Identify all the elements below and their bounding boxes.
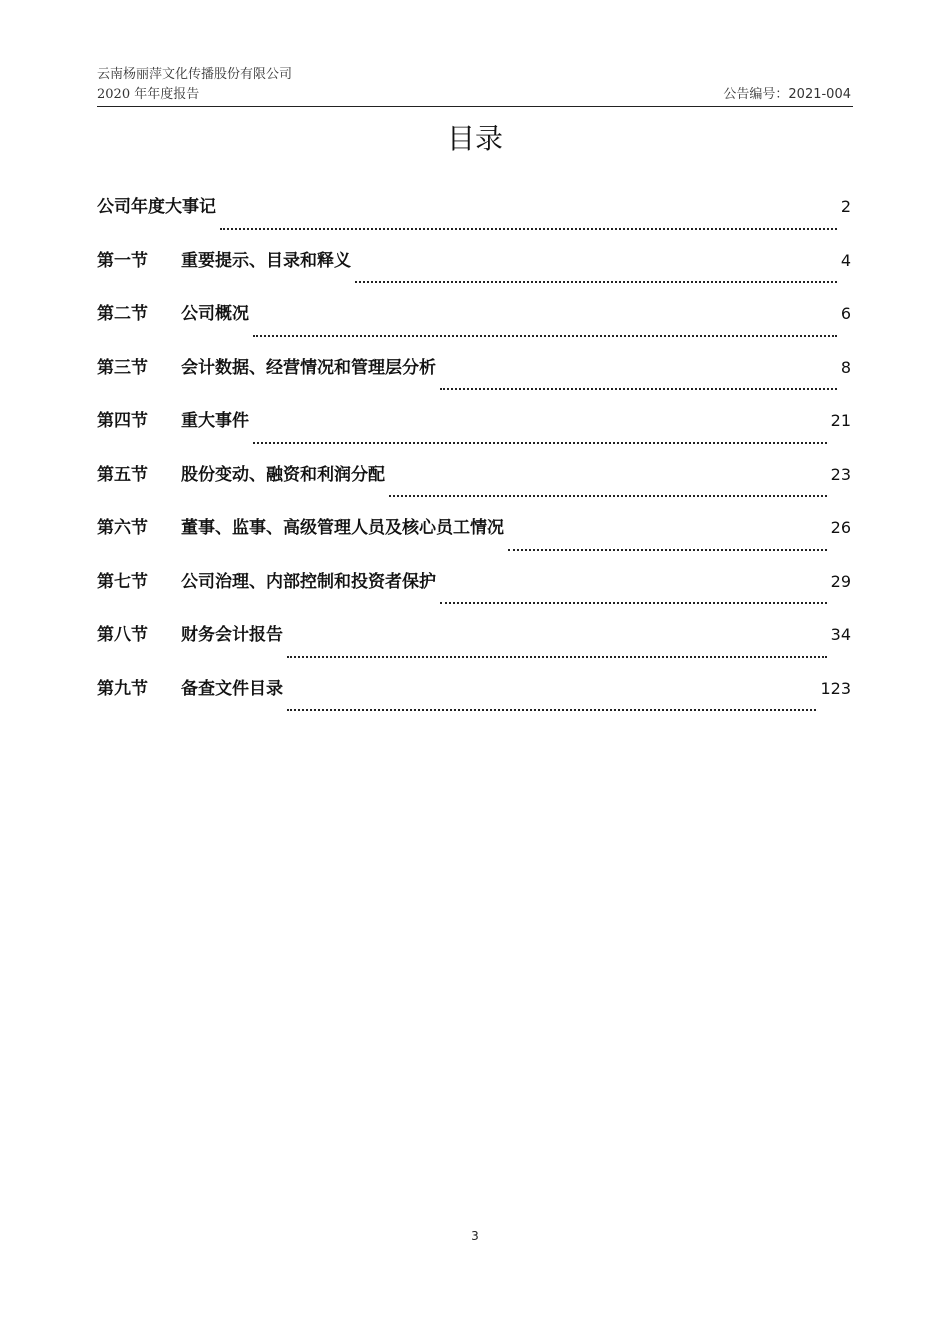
- toc-page-number: 6: [840, 304, 851, 323]
- toc-page-number: 2: [840, 197, 851, 216]
- toc-row-chronicle[interactable]: [97, 192, 851, 246]
- dot-leader: [389, 481, 827, 497]
- toc-title: 股份变动、融资和利润分配: [181, 464, 385, 485]
- dot-leader: [253, 321, 837, 337]
- toc-page-number: 21: [830, 411, 851, 430]
- toc-page-number: 4: [840, 250, 851, 270]
- toc-row-section-1[interactable]: [97, 246, 851, 300]
- page-header: [97, 66, 853, 107]
- dot-leader: [355, 267, 837, 283]
- table-of-contents: [97, 192, 851, 727]
- toc-page-number: 34: [830, 625, 851, 644]
- toc-title: 重要提示、目录和释义: [181, 250, 351, 271]
- toc-row-section-4[interactable]: [97, 406, 851, 460]
- dot-leader: [220, 214, 837, 230]
- toc-row-section-9[interactable]: [97, 674, 851, 728]
- toc-title: 公司概况: [181, 304, 249, 324]
- dot-leader: [508, 535, 827, 551]
- toc-title: 董事、监事、高级管理人员及核心员工情况: [181, 518, 504, 538]
- dot-leader: [287, 642, 827, 658]
- dot-leader: [287, 695, 816, 711]
- toc-page-number: 23: [830, 464, 851, 484]
- toc-page-number: 123: [820, 678, 851, 698]
- toc-title: 会计数据、经营情况和管理层分析: [181, 357, 436, 378]
- toc-title: 重大事件: [181, 411, 249, 431]
- toc-title: 财务会计报告: [181, 625, 283, 645]
- toc-title: 公司治理、内部控制和投资者保护: [181, 571, 436, 592]
- toc-row-section-5[interactable]: [97, 460, 851, 514]
- toc-chapter: 第五节: [97, 464, 148, 485]
- footer-page-number: 3: [471, 1229, 479, 1243]
- toc-chapter: 第七节: [97, 571, 148, 592]
- dot-leader: [253, 428, 827, 444]
- toc-chapter: 第二节: [97, 304, 148, 324]
- toc-row-section-3[interactable]: [97, 353, 851, 407]
- toc-chapter: 第四节: [97, 411, 148, 431]
- toc-row-section-7[interactable]: [97, 567, 851, 621]
- page-title: 目录: [446, 122, 503, 155]
- dot-leader: [440, 374, 837, 390]
- toc-row-section-2[interactable]: [97, 299, 851, 353]
- toc-chapter: 第九节: [97, 678, 148, 699]
- toc-chapter: 第三节: [97, 357, 148, 378]
- company-name: 云南杨丽萍文化传播股份有限公司: [97, 67, 293, 82]
- toc-page-number: 26: [830, 518, 851, 537]
- report-title: 2020 年年度报告: [97, 87, 200, 102]
- toc-chapter: 第八节: [97, 625, 148, 645]
- toc-page-number: 8: [840, 357, 851, 377]
- toc-title: 备查文件目录: [181, 678, 283, 699]
- toc-title: 公司年度大事记: [97, 197, 216, 217]
- dot-leader: [440, 588, 827, 604]
- toc-chapter: 第六节: [97, 518, 148, 538]
- toc-page-number: 29: [830, 571, 851, 591]
- toc-row-section-8[interactable]: [97, 620, 851, 674]
- toc-chapter: 第一节: [97, 250, 148, 271]
- announcement-number: 公告编号：2021-004: [723, 87, 851, 102]
- toc-row-section-6[interactable]: [97, 513, 851, 567]
